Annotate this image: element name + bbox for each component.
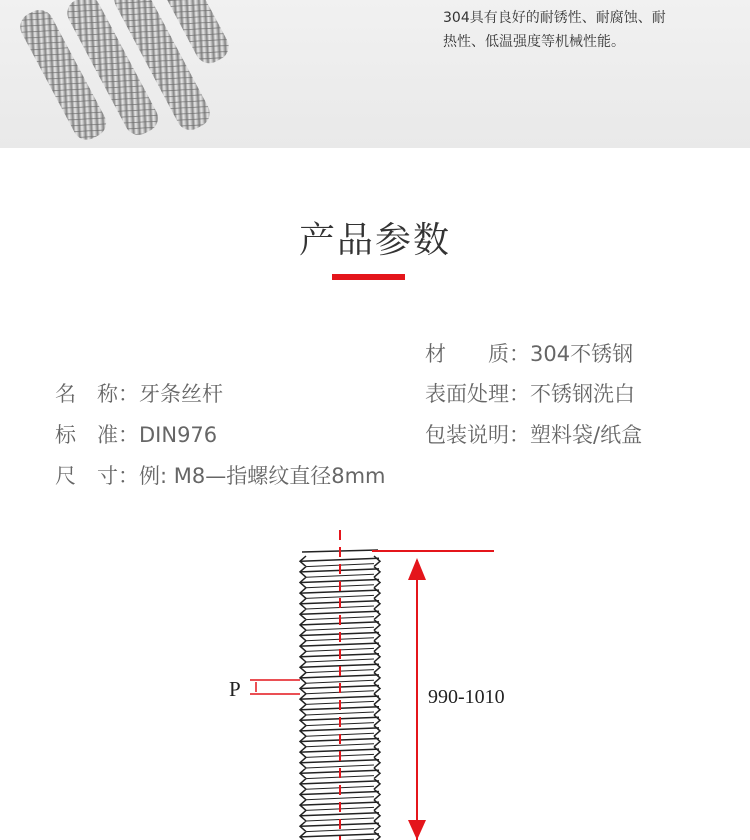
- arrow-up-icon: [408, 558, 426, 580]
- thread-root-line: [306, 829, 374, 832]
- length-label: 990-1010: [428, 686, 505, 708]
- pitch-label: P: [229, 677, 241, 701]
- spec-material: 材 质：304不锈钢: [425, 342, 634, 366]
- thread-root-line: [306, 627, 374, 630]
- thread-root-line: [306, 797, 374, 800]
- threaded-rods-image: [0, 0, 330, 148]
- thread-root-line: [306, 712, 374, 715]
- spec-name: 名 称：牙条丝杆: [55, 382, 223, 406]
- thread-root-line: [306, 659, 374, 662]
- product-photo-banner: [0, 0, 750, 148]
- thread-line: [301, 781, 379, 784]
- spec-packaging: 包装说明：塑料袋/纸盒: [425, 423, 643, 447]
- thread-root-line: [306, 744, 374, 747]
- title-underline: [332, 274, 405, 280]
- thread-root-line: [306, 680, 374, 683]
- arrow-down-icon: [408, 820, 426, 840]
- thread-line: [301, 643, 379, 646]
- description-line-1: 304具有良好的耐锈性、耐腐蚀、耐: [443, 10, 666, 26]
- spec-surface: 表面处理：不锈钢洗白: [425, 382, 635, 406]
- thread-line: [301, 696, 379, 699]
- thread-root-line: [306, 595, 374, 598]
- thread-root-line: [306, 765, 374, 768]
- spec-standard: 标 准：DIN976: [55, 423, 218, 447]
- description-line-2: 热性、低温强度等机械性能。: [443, 34, 625, 50]
- thread-line: [301, 813, 379, 816]
- section-title: 产品参数: [298, 220, 451, 261]
- rod-profile: [300, 550, 380, 840]
- material-description: [443, 6, 733, 54]
- threaded-rod-diagram: [0, 520, 750, 840]
- thread-root-line: [306, 574, 374, 577]
- thread-line: [301, 611, 379, 614]
- spec-size: 尺 寸：例: M8—指螺纹直径8mm: [55, 464, 386, 488]
- thread-line: [301, 558, 379, 561]
- rod-outline: [300, 550, 380, 840]
- thread-line: [301, 728, 379, 731]
